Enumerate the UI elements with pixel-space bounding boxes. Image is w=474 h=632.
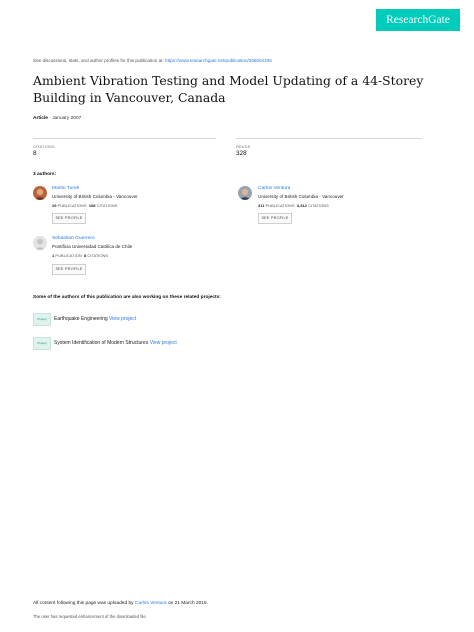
discussion-note	[33, 58, 272, 63]
citations-value: 8	[33, 150, 37, 157]
article-type: Article	[33, 116, 48, 121]
avatar[interactable]	[33, 186, 47, 200]
author-pubs-count: 1	[52, 253, 55, 258]
article-meta	[33, 116, 81, 121]
project-entry	[54, 316, 136, 322]
author-pubs-label: PUBLICATIONS	[57, 203, 87, 208]
see-profile-button[interactable]: SEE PROFILE	[52, 213, 86, 224]
enhancement-note: The user has requested enhancement of the downloaded file.	[33, 614, 147, 619]
avatar[interactable]	[33, 236, 47, 250]
author-stats	[52, 253, 108, 258]
uploader-link[interactable]: Carlos Ventura	[134, 601, 167, 606]
reads-label: READS	[236, 144, 251, 149]
publication-title: Ambient Vibration Testing and Model Updating of a 44-Storey Building in Vancouver, Canada	[33, 73, 424, 105]
project-title: Earthquake Engineering	[54, 316, 108, 322]
default-avatar-icon	[33, 236, 47, 250]
author-cites-label: CITATIONS	[308, 203, 329, 208]
author-stats	[52, 203, 117, 208]
see-profile-button[interactable]: SEE PROFILE	[52, 264, 86, 275]
author-cites-count: 4,312	[296, 203, 307, 208]
author-cites-count: 8	[83, 253, 87, 258]
author-cites-label: CITATIONS	[96, 203, 118, 208]
author-cites-count: 108	[88, 203, 96, 208]
author-affiliation: University of British Columbia - Vancouver	[258, 194, 344, 199]
author-name[interactable]: Sebastian Guerrero	[52, 236, 95, 241]
project-thumbnail[interactable]: Project	[33, 337, 51, 350]
projects-heading: Some of the authors of this publication are also working on these related projects:	[33, 295, 221, 300]
stats-divider-left	[33, 138, 216, 139]
author-stats	[258, 203, 329, 208]
upload-note	[33, 601, 208, 606]
project-title: System Identification of Modern Structures	[54, 340, 149, 346]
author-pubs-label: PUBLICATIONS	[265, 203, 295, 208]
author-name[interactable]: Carlos Ventura	[258, 186, 291, 191]
view-project-link[interactable]: View project	[149, 340, 177, 346]
view-project-link[interactable]: View project	[109, 316, 137, 322]
author-affiliation: University of British Columbia - Vancouver	[52, 194, 138, 199]
avatar[interactable]	[238, 186, 252, 200]
citations-label: CITATIONS	[33, 144, 55, 149]
project-entry	[54, 340, 177, 346]
author-pubs-count: 29	[52, 203, 57, 208]
project-thumbnail[interactable]: Project	[33, 313, 51, 326]
avatar-photo-icon	[238, 186, 252, 200]
authors-heading: 3 authors:	[33, 172, 57, 177]
author-pubs-label: PUBLICATION	[55, 253, 82, 258]
author-name[interactable]: Martin Turek	[52, 186, 80, 191]
avatar-photo-icon	[33, 186, 47, 200]
author-cites-label: CITATIONS	[87, 253, 109, 258]
article-date: · January 2007	[49, 116, 82, 121]
upload-note-suffix: on 21 March 2015.	[166, 601, 208, 606]
reads-value: 328	[236, 150, 247, 157]
see-profile-button[interactable]: SEE PROFILE	[258, 213, 292, 224]
discussion-text: See discussions, stats, and author profiles for this publication at:	[33, 58, 166, 63]
upload-note-prefix: All content following this page was uploaded by	[33, 601, 135, 606]
author-affiliation: Pontificia Universidad Católica de Chile	[52, 244, 133, 249]
author-pubs-count: 311	[258, 203, 265, 208]
researchgate-logo[interactable]: ResearchGate	[376, 9, 460, 31]
publication-link[interactable]: https://www.researchgate.net/publication/265604335	[165, 58, 272, 63]
stats-divider-right	[236, 138, 422, 139]
